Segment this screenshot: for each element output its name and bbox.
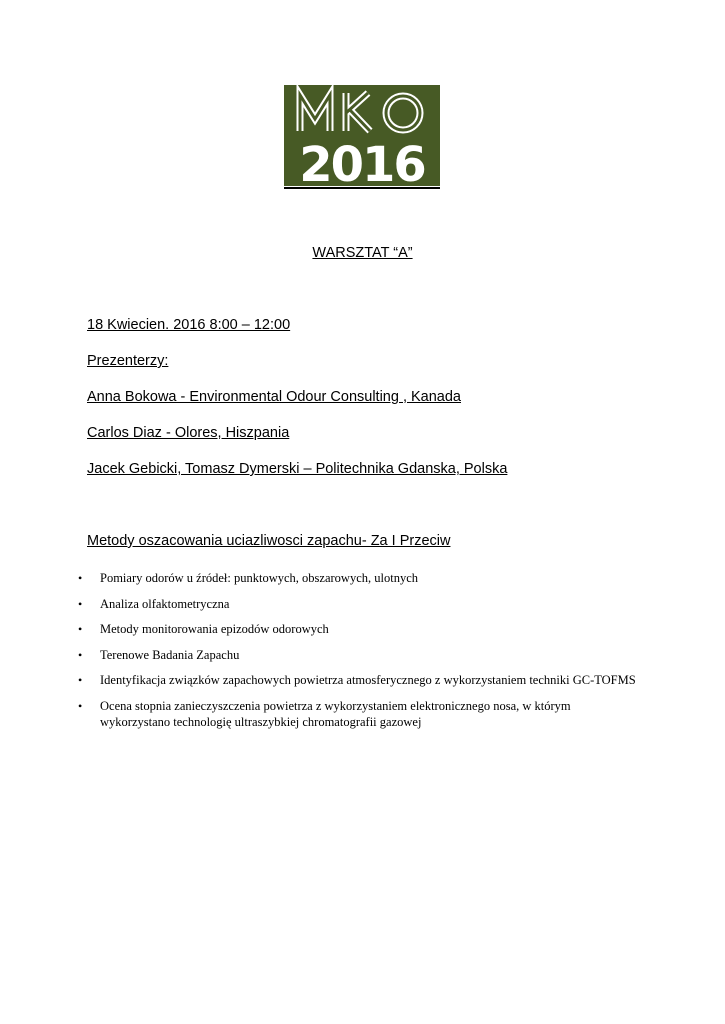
presenter-3: Jacek Gebicki, Tomasz Dymerski – Politechnika Gdanska, Polska <box>87 461 508 477</box>
topic-text: Pomiary odorów u źródeł: punktowych, obszarowych, ulotnych <box>100 571 418 585</box>
presenters-label: Prezenterzy: <box>87 353 169 369</box>
list-item <box>78 672 638 688</box>
bullet-icon: • <box>78 622 83 636</box>
presenter-1: Anna Bokowa - Environmental Odour Consulting , Kanada <box>87 389 461 405</box>
section-title: Metody oszacowania uciazliwosci zapachu- Za I Przeciw <box>87 533 451 549</box>
topics-list <box>78 570 638 739</box>
bullet-icon: • <box>78 698 83 713</box>
list-item <box>78 647 638 663</box>
bullet-icon: • <box>78 571 83 585</box>
mko-2016-logo <box>284 85 440 189</box>
workshop-title: WARSZTAT “A” <box>312 245 413 261</box>
logo-graphic <box>284 85 440 189</box>
list-item <box>78 698 638 730</box>
bullet-icon: • <box>78 596 83 611</box>
bullet-icon: • <box>78 647 83 662</box>
presenter-2: Carlos Diaz - Olores, Hiszpania <box>87 425 290 441</box>
topic-text: Identyfikacja związków zapachowych powietrza atmosferycznego z wykorzystaniem techniki GC-TOFMS <box>100 673 636 687</box>
list-item <box>78 621 638 637</box>
topic-text: Terenowe Badania Zapachu <box>100 647 240 662</box>
date-time: 18 Kwiecien. 2016 8:00 – 12:00 <box>87 317 291 333</box>
logo-year-text: 2016 <box>299 137 425 189</box>
bullet-icon: • <box>78 673 83 687</box>
list-item <box>78 570 638 586</box>
topic-text: Analiza olfaktometryczna <box>100 596 230 611</box>
topic-text: Metody monitorowania epizodów odorowych <box>100 622 329 636</box>
topic-text: Ocena stopnia zanieczyszczenia powietrza z wykorzystaniem elektronicznego nosa, w którym wykorzystano technologię ultraszybkiej chromatografii gazowej <box>100 698 571 729</box>
list-item <box>78 596 638 612</box>
